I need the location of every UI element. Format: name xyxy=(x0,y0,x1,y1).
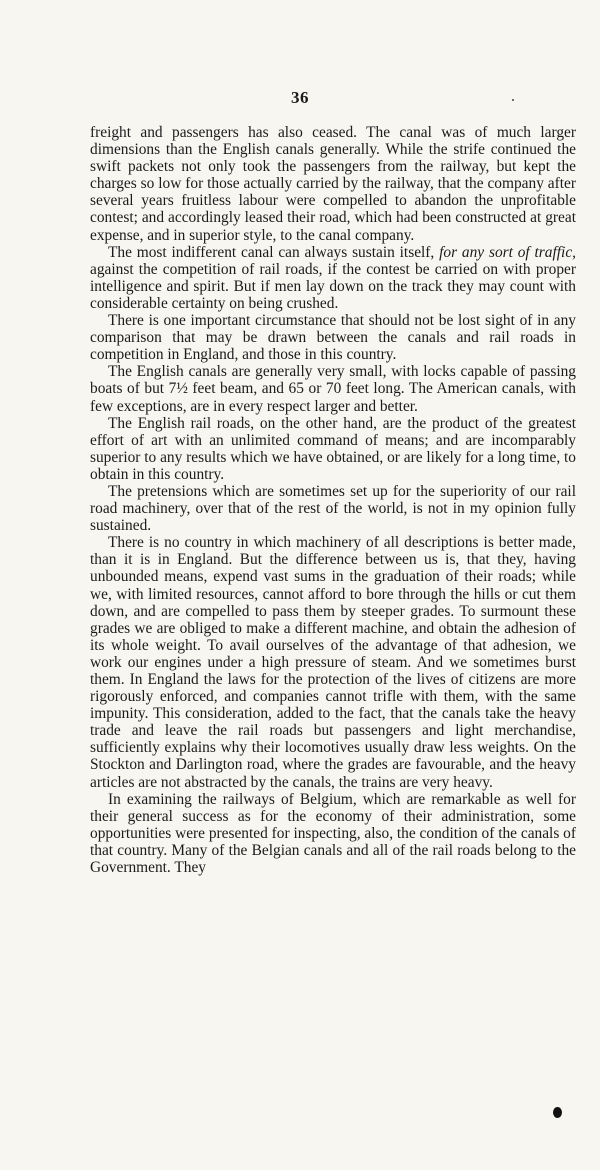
paragraph-6 xyxy=(90,483,576,534)
paragraph-3 xyxy=(90,312,576,363)
paragraph-6-text: The pretensions which are sometimes set up for the superiority of our rail road machinery, over that of the rest of the world, is not in my opinion fully sustained. xyxy=(90,482,576,535)
paragraph-5 xyxy=(90,415,576,483)
paragraph-4 xyxy=(90,363,576,414)
paragraph-2-emphasis: for any sort of traffic, xyxy=(439,243,576,261)
paragraph-8 xyxy=(90,791,576,876)
paragraph-7 xyxy=(90,534,576,790)
paragraph-2-text-b: against the competition of rail roads, if the contest be carried on with proper intelligence and spirit. But if men lay down on the track they may count with considerable certainty on being crushed. xyxy=(90,260,576,312)
paragraph-2 xyxy=(90,244,576,312)
ink-blot xyxy=(553,1107,562,1118)
page-number: 36 xyxy=(291,88,309,107)
paragraph-5-text: The English rail roads, on the other hand, are the product of the greatest effort of art with an unlimited command of means; and are incomparably superior to any results which we have obtained, or are likely for a long time, to obtain in this country. xyxy=(90,414,576,483)
paragraph-7-text: There is no country in which machinery of all descriptions is better made, than it is in England. But the difference between us is, that they, having unbounded means, expend vast sums in the graduation of their roads; while we, with limited resources, cannot afford to bore through the hills or cut them down, and are compelled to pass them by steeper grades. To surmount these grades we are obliged to make a different machine, and obtain the adhesion of its whole weight. To avail ourselves of the advantage of that adhesion, we work our engines under a high pressure of steam. And we sometimes burst them. In England the laws for the protection of the lives of citizens are more rigorously enforced, and companies cannot trifle with them, with the same impunity. This consideration, added to the fact, that the canals take the heavy trade and leave the rail roads but passengers and light merchandise, sufficiently explains why their locomotives usually draw less weights. On the Stockton and Darlington road, where the grades are favourable, and the heavy articles are not abstracted by the canals, the trains are very heavy. xyxy=(90,534,576,791)
paragraph-4-text: The English canals are generally very small, with locks capable of passing boats of but 7½ feet beam, and 65 or 70 feet long. The American canals, with few exceptions, are in every respect larger and better. xyxy=(90,363,576,415)
paragraph-1-text: freight and passengers has also ceased. The canal was of much larger dimensions than the English canals generally. While the strife continued the swift packets not only took the passengers from the railway, but kept the charges so low for those actually carried by the railway, that the company after several years fruitless labour were compelled to abandon the unprofitable contest; and accordingly leased their road, which had been constructed at great expense, and in superior style, to the canal company. xyxy=(90,124,576,244)
paragraph-3-text: There is one important circumstance that should not be lost sight of in any comparison that may be drawn between the canals and rail roads in competition in England, and those in this country. xyxy=(90,312,576,364)
paragraph-1 xyxy=(90,124,576,244)
paragraph-2-text-a: The most indifferent canal can always sustain itself, xyxy=(108,243,440,261)
body-text xyxy=(90,124,576,876)
paragraph-8-text: In examining the railways of Belgium, which are remarkable as well for their general success as for the economy of their administration, some opportunities were presented for inspecting, also, the condition of the canals of that country. Many of the Belgian canals and all of the rail roads belong to the Government. They xyxy=(90,790,576,877)
